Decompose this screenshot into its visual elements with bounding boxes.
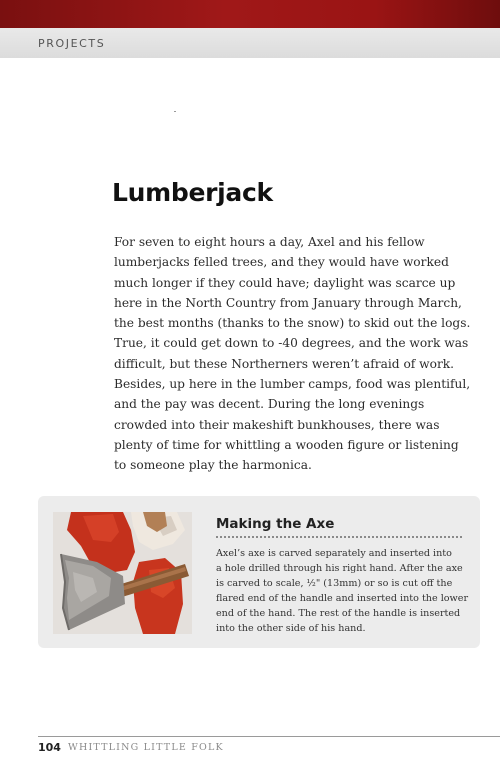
sidebar-line: is carved to scale, ½" (13mm) or so is cut off the	[216, 578, 453, 590]
footer-book-title: WHITTLING LITTLE FOLK	[68, 742, 224, 753]
body-line: the best months (thanks to the snow) to skid out the logs.	[114, 316, 471, 331]
page-number: 104	[38, 741, 61, 754]
body-line: For seven to eight hours a day, Axel and his fellow	[114, 235, 425, 249]
sidebar-title: Making the Axe	[216, 516, 335, 532]
sidebar-body	[216, 546, 474, 637]
body-line: lumberjacks felled trees, and they would have worked	[114, 255, 449, 270]
header-bar	[0, 28, 500, 58]
print-speck	[174, 111, 176, 112]
sidebar-line: flared end of the handle and inserted into the lower	[216, 593, 469, 605]
body-line: and the pay was decent. During the long evenings	[114, 397, 425, 412]
body-line: to someone play the harmonica.	[114, 458, 312, 473]
body-line: here in the North Country from January through March,	[114, 295, 462, 310]
sidebar-line: a hole drilled through his right hand. After the axe	[216, 563, 463, 575]
footer-rule	[38, 736, 500, 737]
body-line: True, it could get down to -40 degrees, and the work was	[114, 336, 469, 351]
body-line: difficult, but these Northerners weren’t afraid of work.	[114, 356, 455, 371]
section-label: PROJECTS	[38, 37, 106, 50]
top-color-band	[0, 0, 500, 28]
body-line: Besides, up here in the lumber camps, food was plentiful,	[114, 377, 471, 392]
axe-photo	[53, 512, 192, 634]
article-title: Lumberjack	[112, 178, 273, 207]
axe-illustration	[53, 512, 192, 634]
sidebar-line: end of the hand. The rest of the handle is inserted	[216, 608, 461, 620]
body-line: crowded into their makeshift bunkhouses, there was	[114, 417, 440, 432]
body-line: much longer if they could have; daylight was scarce up	[114, 275, 456, 290]
sidebar-line: Axel’s axe is carved separately and inserted into	[216, 548, 452, 559]
article-body	[114, 232, 474, 476]
body-line: plenty of time for whittling a wooden figure or listening	[114, 437, 459, 452]
sidebar-box	[38, 496, 480, 648]
sidebar-line: into the other side of his hand.	[216, 623, 366, 635]
dotted-divider	[216, 536, 462, 538]
